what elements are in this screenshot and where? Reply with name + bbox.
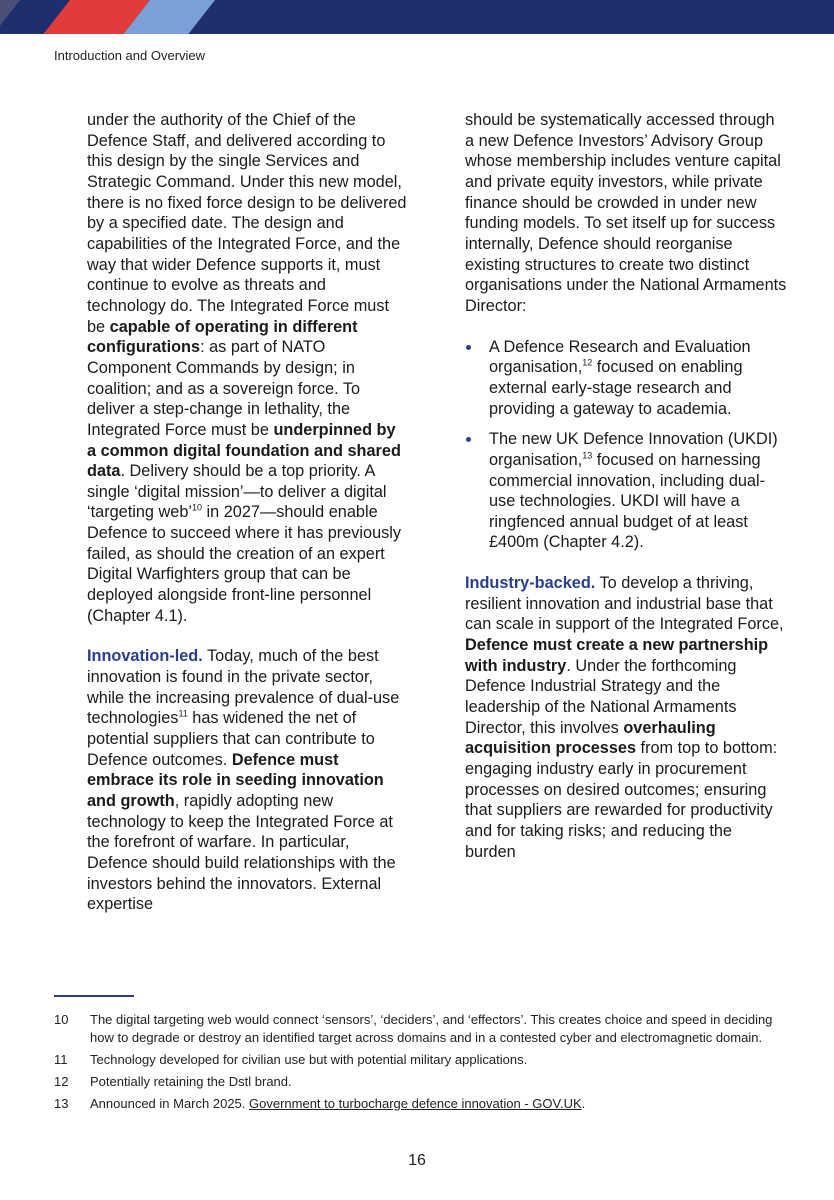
text-run: under the authority of the Chief of the Defence Staff, and delivered according to this design by the single Services and Strategic Command. Under this new model, there is no fixed force design to be delivered by a specified date. The design and capabilities of the Integrated Force, and the way that wider Defence supports it, must continue to evolve as threats and technology do. The Integrated Force must be: [87, 111, 407, 336]
text-run: Announced in March 2025.: [90, 1096, 249, 1111]
section-title: Introduction and Overview: [54, 48, 206, 63]
list-item: [465, 337, 787, 420]
paragraph-investors: should be systematically accessed through a new Defence Investors’ Advisory Group whose membership includes venture capital and private equity investors, while private finance should be crowded in under new funding models. To set itself up for success internally, Defence should reorganise existing structures to create two distinct organisations under the National Armaments Director:: [465, 111, 787, 315]
text-run: The new UK Defence Innovation (UKDI) organisation,: [489, 430, 778, 469]
bold-text: capable of operating in different configurations: [87, 317, 358, 357]
footnote-12: [54, 1073, 784, 1091]
footnote-ref-12[interactable]: 12: [582, 357, 593, 368]
text-run: : as part of NATO Component Commands by design; in coalition; and as a sovereign force. To deliver a step-change in lethality, the Integrated Force must be: [87, 338, 361, 439]
footnote-text: Technology developed for civilian use but with potential military applications.: [90, 1052, 528, 1067]
paragraph-innovation-led: [87, 646, 409, 915]
footnote-13: [54, 1095, 784, 1113]
text-run: in 2027—should enable Defence to succeed where it has previously failed, as should the creation of an expert Digital Warfighters group that can be deployed alongside front-line personnel (Chapter 4.1).: [87, 503, 402, 625]
bullet-list: [465, 337, 787, 554]
page-number: 16: [408, 1152, 426, 1169]
gov-uk-link[interactable]: Government to turbocharge defence innovation - GOV.UK: [249, 1096, 582, 1111]
text-run: A Defence Research and Evaluation organisation,: [489, 337, 751, 377]
footnote-number: 11: [54, 1052, 68, 1067]
text-run: . Under the forthcoming Defence Industrial Strategy and the leadership of the National Armaments Director, this involves: [465, 656, 737, 737]
footnote-ref-11[interactable]: 11: [178, 708, 188, 719]
header-banner: [0, 0, 834, 34]
bold-text: underpinned by a common digital foundation and shared data: [87, 420, 401, 481]
footnote-text: Potentially retaining the Dstl brand.: [90, 1074, 292, 1089]
text-run: has widened the net of potential suppliers that can contribute to Defence outcomes.: [87, 709, 375, 769]
text-run: from top to bottom: engaging industry early in procurement processes on desired outcomes; ensuring that suppliers are rewarded for productivity and for taking risks; and reducing the burden: [465, 739, 778, 861]
footnote-number: 10: [54, 1012, 69, 1027]
footnotes: [54, 1011, 784, 1117]
left-column: [87, 110, 409, 915]
lead-heading-innovation: Innovation-led.: [87, 647, 203, 666]
bold-text: Defence must embrace its role in seeding innovation and growth: [87, 750, 384, 810]
text-run: focused on harnessing commercial innovation, including dual-use technologies. UKDI will have a ringfenced annual budget of at least £400m (Chapter 4.2).: [489, 450, 766, 552]
lead-heading-industry: Industry-backed.: [465, 574, 596, 593]
footnote-text: The digital targeting web would connect ‘sensors’, ‘deciders’, and ‘effectors’. This creates choice and speed in deciding how to degrade or destroy an identified target across domains and in a contested cyber and electromagnetic domain.: [90, 1012, 773, 1045]
paragraph-integrated-force: [87, 110, 409, 626]
footnote-number: 13: [54, 1096, 69, 1111]
right-column: [465, 110, 787, 862]
footnote-divider: [54, 995, 134, 997]
footnote-ref-13[interactable]: 13: [582, 450, 593, 461]
list-item: [465, 429, 787, 553]
text-run: .: [581, 1096, 586, 1111]
footnote-10: [54, 1011, 784, 1047]
footnote-11: [54, 1051, 784, 1069]
footnote-ref-10[interactable]: 10: [192, 503, 203, 514]
footnote-text: [90, 1095, 784, 1113]
text-run: Today, much of the best innovation is found in the private sector, while the increasing prevalence of dual-use technologies: [87, 647, 400, 728]
text-run: , rapidly adopting new technology to keep the Integrated Force at the forefront of warfare. In particular, Defence should build relationships with the investors behind the innovators. External expertise: [87, 792, 396, 914]
text-run: focused on enabling external early-stage research and providing a gateway to academia.: [489, 358, 743, 418]
paragraph-industry-backed: [465, 573, 787, 862]
bold-text: Defence must create a new partnership with industry: [465, 636, 769, 675]
text-run: . Delivery should be a top priority. A single ‘digital mission’—to deliver a digital ‘targeting web’: [87, 462, 387, 522]
footnote-number: 12: [54, 1074, 69, 1089]
text-run: To develop a thriving, resilient innovation and industrial base that can scale in support of the Integrated Force,: [465, 574, 784, 634]
bold-text: overhauling acquisition processes: [465, 718, 716, 758]
